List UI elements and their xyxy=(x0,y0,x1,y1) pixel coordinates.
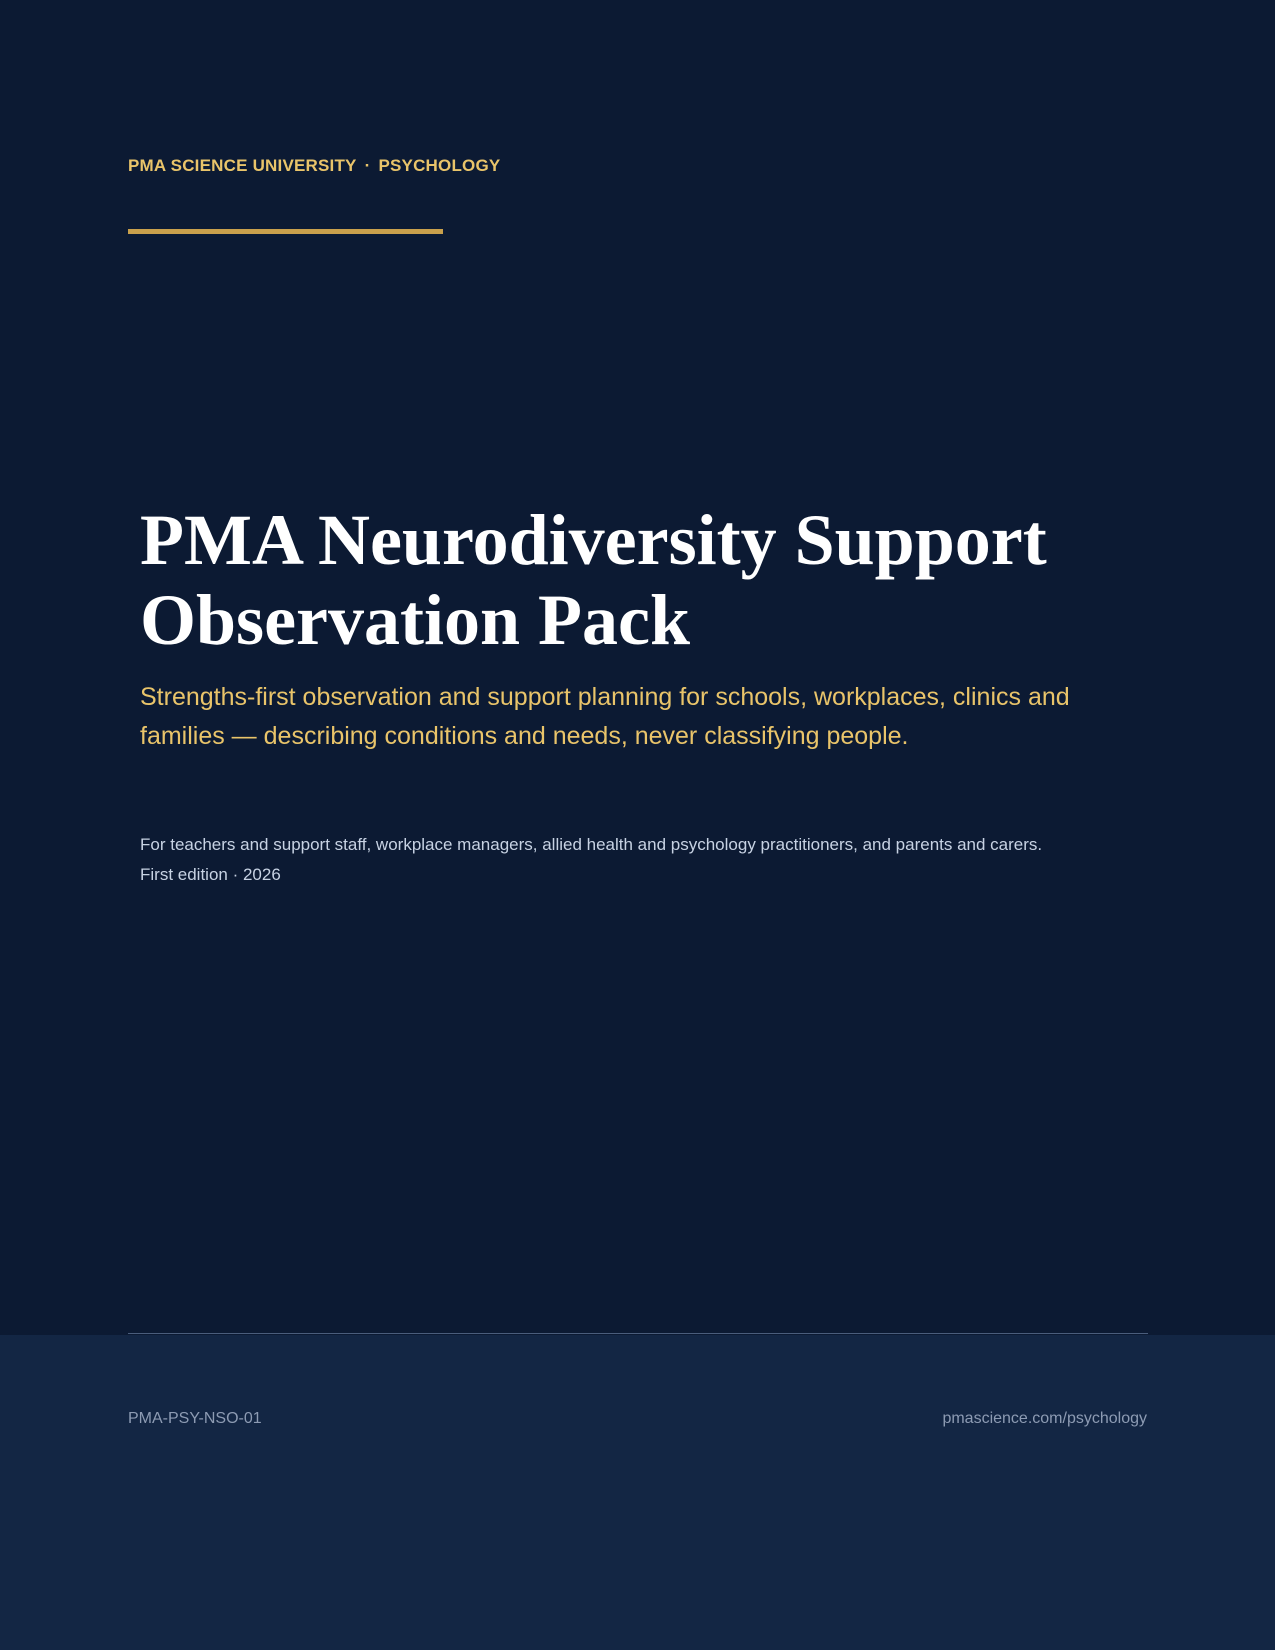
document-title xyxy=(140,500,1160,660)
audience-text: For teachers and support staff, workplace managers, allied health and psychology practitioners, and parents and carers. xyxy=(140,835,1043,854)
institution-name: PMA SCIENCE UNIVERSITY xyxy=(128,156,357,175)
footer-divider xyxy=(128,1333,1148,1334)
document-code: PMA-PSY-NSO-01 xyxy=(128,1410,262,1427)
edition-text: First edition · 2026 xyxy=(140,865,281,884)
gold-accent-rule xyxy=(128,229,443,234)
title-line-1: PMA Neurodiversity Support xyxy=(140,500,1047,580)
institution-line xyxy=(128,156,500,176)
title-line-2: Observation Pack xyxy=(140,580,690,660)
website-url: pmascience.com/psychology xyxy=(942,1410,1147,1427)
audience-block xyxy=(140,830,1180,890)
department-name: PSYCHOLOGY xyxy=(378,156,501,175)
cover-footer-panel xyxy=(0,1335,1275,1650)
institution-separator: · xyxy=(364,156,371,175)
document-subtitle: Strengths-first observation and support planning for schools, workplaces, clinics and families — describing conditions and needs, never classifying people. xyxy=(140,683,1070,750)
